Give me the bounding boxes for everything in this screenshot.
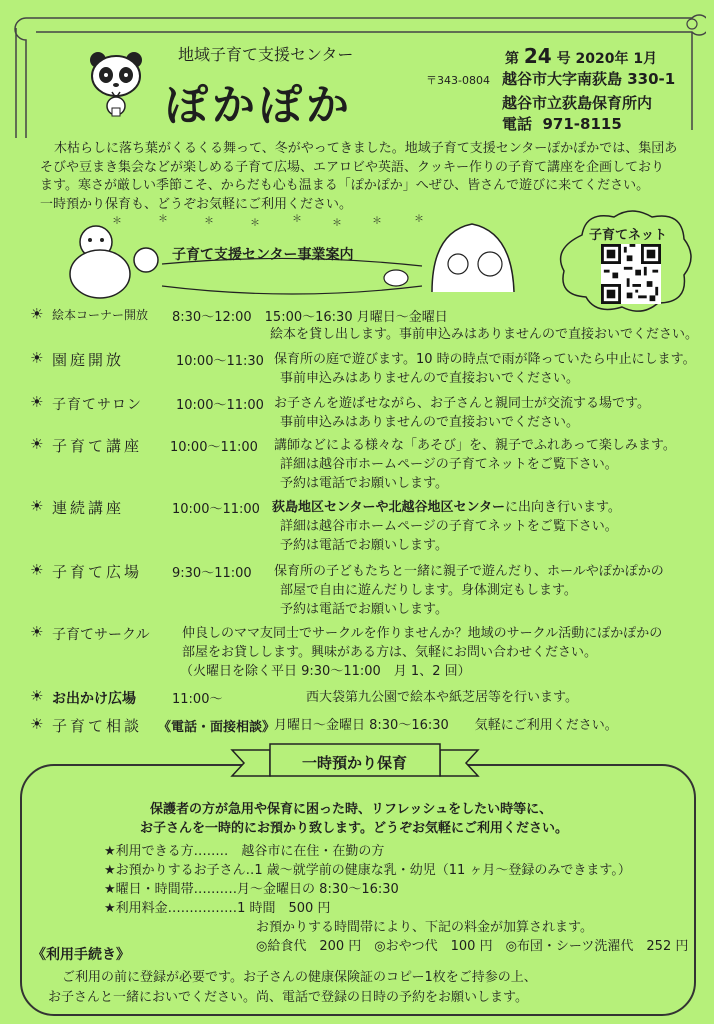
childcare-item: ★曜日・時間帯‥‥‥‥‥月～金曜日の 8:30～16:30 bbox=[104, 882, 399, 897]
sun-icon: ☀ bbox=[30, 687, 44, 705]
intro-line: そびや豆まき集会などが楽しめる子育て広場、エアロビや英語、クッキー作りの子育て講座を企画しており bbox=[40, 159, 665, 175]
svg-text:＊: ＊ bbox=[292, 214, 302, 225]
svg-text:＊: ＊ bbox=[414, 214, 424, 225]
kosodate-net-label: 子育てネット bbox=[589, 228, 668, 243]
address-line-2: 越谷市立荻島保育所内 bbox=[502, 94, 653, 112]
address-line-1: 越谷市大字南荻島 330-1 bbox=[502, 70, 676, 88]
intro-line: ます。寒さが厳しい季節こそ、からだも心も温まる「ぽかぽか」へぜひ、皆さんで遊びに来てください。 bbox=[40, 178, 650, 193]
sun-icon: ☀ bbox=[30, 393, 44, 411]
qr-code-icon[interactable] bbox=[601, 244, 661, 304]
childcare-fees: ◎給食代 200 円 ◎おやつ代 100 円 ◎布団・シーツ洗濯代 252 円 bbox=[256, 939, 689, 954]
intro-line: 一時預かり保育も、どうぞお気軽にご利用ください。 bbox=[40, 196, 353, 212]
sun-icon: ☀ bbox=[30, 349, 44, 367]
procedure-title: 《利用手続き》 bbox=[32, 947, 130, 963]
newsletter-title: ぽかぽか bbox=[165, 81, 353, 131]
svg-text:＊: ＊ bbox=[112, 216, 122, 227]
procedure-text: ご利用の前に登録が必要です。お子さんの健康保険証のコピー1枚をご持参の上、 bbox=[62, 970, 537, 985]
svg-text:＊: ＊ bbox=[332, 218, 342, 229]
banner-title: 子育て支援センター事業案内 bbox=[172, 247, 354, 263]
org-name: 地域子育て支援センター bbox=[178, 45, 354, 64]
sun-icon: ☀ bbox=[30, 623, 44, 641]
childcare-item: ★利用料金‥‥‥‥‥‥‥‥1 時間 500 円 bbox=[104, 901, 331, 916]
childcare-item: ★利用できる方‥‥‥‥ 越谷市に在住・在勤の方 bbox=[104, 844, 385, 859]
childcare-fee-note: お預かりする時間帯により、下記の料金が加算されます。 bbox=[256, 920, 593, 935]
postal-code: 〒343-0804 bbox=[426, 74, 490, 87]
sun-icon: ☀ bbox=[30, 561, 44, 579]
intro-paragraph bbox=[40, 140, 690, 214]
procedure-text: お子さんと一緒においでください。尚、電話で登録の日時の予約をお願いします。 bbox=[48, 990, 528, 1005]
childcare-intro: 保護者の方が急用や保育に困った時、リフレッシュをしたい時等に、 bbox=[150, 802, 553, 817]
childcare-intro: お子さんを一時的にお預かり致します。どうぞお気軽にご利用ください。 bbox=[140, 821, 568, 836]
childcare-item: ★お預かりするお子さん‥1 歳～就学前の健康な乳・幼児（11 ヶ月～登録のみできます。） bbox=[104, 863, 631, 878]
issue-info: 第 24 号 2020年 1月 bbox=[505, 44, 658, 68]
panda-mascot-icon bbox=[86, 48, 146, 120]
sun-icon: ☀ bbox=[30, 435, 44, 453]
intro-line: 木枯らしに落ち葉がくるくる舞って、冬がやってきました。地域子育て支援センターぽかぽかでは、集団あ bbox=[54, 141, 678, 156]
telephone: 電話 971-8115 bbox=[502, 115, 622, 133]
sun-icon: ☀ bbox=[30, 715, 44, 733]
svg-text:＊: ＊ bbox=[372, 216, 382, 227]
sun-icon: ☀ bbox=[30, 305, 44, 323]
sun-icon: ☀ bbox=[30, 497, 44, 515]
svg-text:＊: ＊ bbox=[158, 214, 168, 225]
svg-text:＊: ＊ bbox=[204, 216, 214, 227]
childcare-title: 一時預かり保育 bbox=[302, 754, 408, 772]
svg-text:＊: ＊ bbox=[250, 218, 260, 229]
